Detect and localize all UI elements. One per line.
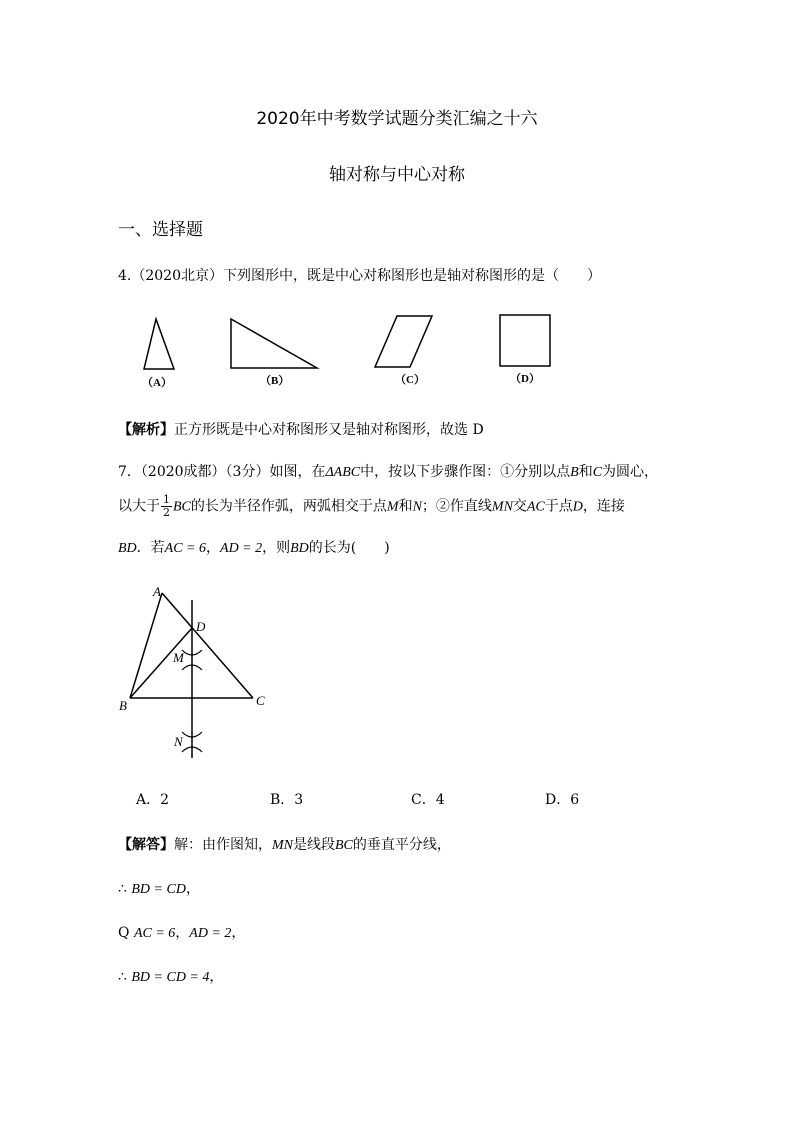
segment-ab <box>130 593 162 698</box>
option-d: D．6 <box>545 792 580 808</box>
section-heading: 一、选择题 <box>118 220 203 240</box>
q4-stem: 4.（2020北京）下列图形中，既是中心对称图形也是轴对称图形的是（ ） <box>118 268 601 284</box>
label-b: B <box>119 698 127 713</box>
q4-label-c: （C） <box>395 374 425 386</box>
analysis-text: 正方形既是中心对称图形又是轴对称图形，故选 D <box>174 422 484 438</box>
label-a: A <box>153 584 161 599</box>
shape-isosceles-triangle <box>144 319 174 369</box>
option-c: C．4 <box>411 792 445 808</box>
page-title: 2020年中考数学试题分类汇编之十六 <box>256 109 538 129</box>
answer-step-1: ∴ BD = CD， <box>118 881 200 897</box>
q4-analysis <box>118 419 484 439</box>
fraction-half: $\frac{1}{2}$ <box>163 493 170 519</box>
shape-right-triangle <box>231 319 317 368</box>
shape-square <box>500 315 550 366</box>
answer-tag: 【解答】 <box>118 837 174 853</box>
q4-label-b: （B） <box>260 375 290 387</box>
page-subtitle: 轴对称与中心对称 <box>329 165 465 185</box>
q7-line-3: BD．若AC = 6，AD = 2，则BD的长为( ) <box>118 540 390 556</box>
analysis-tag: 【解析】 <box>118 422 174 438</box>
label-c: C <box>256 693 265 708</box>
option-b: B．3 <box>270 792 304 808</box>
label-m: M <box>173 650 184 665</box>
q7-figure <box>110 580 280 760</box>
answer-step-3: ∴ BD = CD = 4， <box>118 969 224 985</box>
q4-label-a: （A） <box>142 377 172 389</box>
answer-step-2: Q AC = 6，AD = 2， <box>118 925 246 941</box>
q7-line-1: 7．（2020成都）（3分）如图，在ΔABC中，按以下步骤作图：①分别以点B和C为圆心， <box>118 464 659 480</box>
q4-label-d: （D） <box>510 373 540 385</box>
shape-parallelogram <box>375 316 432 367</box>
label-n: N <box>174 734 183 749</box>
label-d: D <box>196 619 206 634</box>
q7-line-2: 以大于 $\frac{1}{2}$ BC的长为半径作弧，两弧相交于点M和N；②作直线MN交AC于点D，连接 <box>118 493 625 519</box>
q7-answer: 【解答】解：由作图知，MN是线段BC的垂直平分线， <box>118 837 451 853</box>
option-a: A．2 <box>136 792 170 808</box>
q4-figures <box>130 308 570 393</box>
